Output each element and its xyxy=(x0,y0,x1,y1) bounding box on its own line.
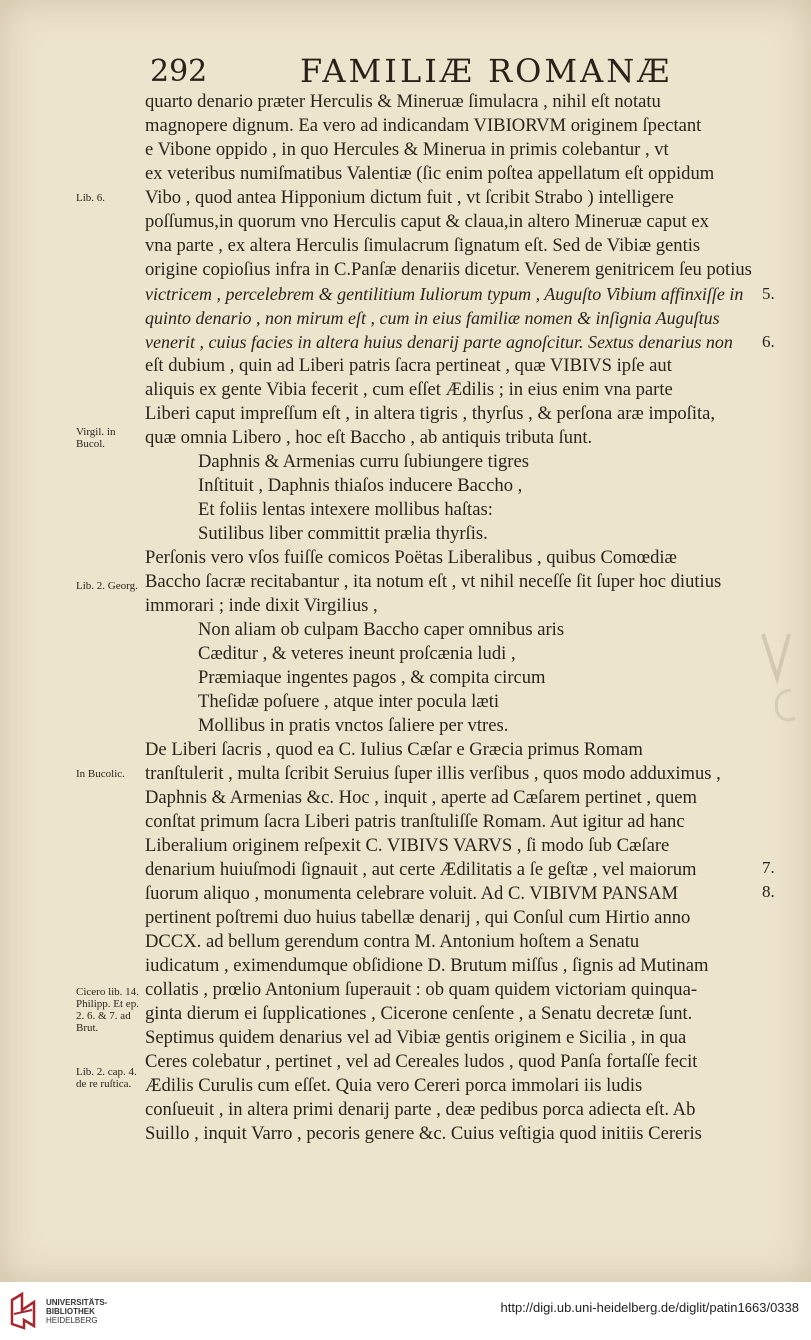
text-line: denarium huiuſmodi ſignauit , aut certe Ædilitatis a ſe geſtæ , vel maiorum xyxy=(145,859,697,880)
footer-bar xyxy=(0,1282,811,1340)
text-line: iudicatum , eximendumque obſidione D. Brutum miſſus , ſignis ad Mutinam xyxy=(145,955,709,976)
verse-line: Non aliam ob culpam Baccho caper omnibus aris xyxy=(198,619,565,640)
text-line: ſuorum aliquo , monumenta celebrare voluit. Ad C. VIBIVM PANSAM xyxy=(145,883,678,904)
running-head: FAMILIÆ ROMANÆ xyxy=(300,52,673,90)
source-url-link[interactable]: http://digi.ub.uni-heidelberg.de/diglit/patin1663/0338 xyxy=(500,1300,799,1315)
verse-line: Et foliis lentas intexere mollibus haſtas: xyxy=(198,499,493,520)
text-line: De Liberi ſacris , quod ea C. Iulius Cæſar e Græcia primus Romam xyxy=(145,739,643,760)
text-line: Daphnis & Armenias &c. Hoc , inquit , aperte ad Cæſarem pertinet , quem xyxy=(145,787,697,808)
text-line: Baccho ſacræ recitabantur , ita notum eſt , vt nihil neceſſe ſit ſuper hoc diutius xyxy=(145,571,722,592)
text-line: ex veteribus numiſmatibus Valentiæ (ſic enim poſtea appellatum eſt oppidum xyxy=(145,163,715,184)
text-line: aliquis ex gente Vibia fecerit , cum eſſet Ædilis ; in eius enim vna parte xyxy=(145,379,673,400)
verse-line: Inſtituit , Daphnis thiaſos inducere Baccho , xyxy=(198,475,523,496)
text-line: origine copioſius infra in C.Panſæ denariis dicetur. Venerem genitricem ſeu potius xyxy=(145,259,752,280)
text-line: ginta dierum ei ſupplicationes , Cicerone cenſente , a Senatu decretæ ſunt. xyxy=(145,1003,693,1024)
text-line: conſueuit , in altera primi denarij parte , deæ pedibus porca adiecta eſt. Ab xyxy=(145,1099,696,1120)
text-line: Perſonis vero vſos fuiſſe comicos Poëtas Liberalibus , quibus Comœdiæ xyxy=(145,547,677,568)
denarius-number: 6. xyxy=(762,332,775,351)
bleed-through-marks xyxy=(755,620,811,730)
margin-note: Lib. 2. cap. 4. de re ruſtica. xyxy=(76,1066,137,1090)
text-line: quinto denario , non mirum eſt , cum in eius familiæ nomen & inſignia Auguſtus xyxy=(145,308,720,328)
library-name-line: BIBLIOTHEK xyxy=(46,1307,95,1316)
bleed-through-shadow xyxy=(755,620,811,730)
text-line: Septimus quidem denarius vel ad Vibiæ gentis originem e Sicilia , in qua xyxy=(145,1027,687,1048)
verse-line: Præmiaque ingentes pagos , & compita circum xyxy=(198,667,546,688)
library-name xyxy=(46,1298,107,1325)
margin-note: Cicero lib. 14. Philipp. Et ep. 2. 6. & 7. ad Brut. xyxy=(76,986,139,1034)
margin-note: Lib. 6. xyxy=(76,192,106,204)
text-line: Liberi caput impreſſum eſt , in altera tigris , thyrſus , & perſona aræ impoſita, xyxy=(145,403,716,424)
denarius-number: 7. xyxy=(762,858,775,877)
text-line: Ædilis Curulis cum eſſet. Quia vero Cereri porca immolari iis ludis xyxy=(145,1075,643,1096)
text-line: Vibo , quod antea Hipponium dictum fuit , vt ſcribit Strabo ) intelligere xyxy=(145,187,674,208)
university-library-logo-icon xyxy=(8,1290,38,1330)
text-line: immorari ; inde dixit Virgilius , xyxy=(145,595,378,616)
page-header xyxy=(150,52,770,92)
text-line: vna parte , ex altera Herculis ſimulacrum ſignatum eſt. Sed de Vibiæ gentis xyxy=(145,235,701,256)
text-line: pertinent poſtremi duo huius tabellæ denarij , qui Conſul cum Hirtio anno xyxy=(145,907,691,928)
margin-note: Lib. 2. Georg. xyxy=(76,580,138,592)
text-line: Suillo , inquit Varro , pecoris genere &c. Cuius veſtigia quod initiis Cereris xyxy=(145,1123,702,1144)
denarius-number: 8. xyxy=(762,882,775,901)
verse-line: Daphnis & Armenias curru ſubiungere tigres xyxy=(198,451,529,472)
text-line: tranſtulerit , multa ſcribit Seruius ſuper illis verſibus , quos modo adduximus , xyxy=(145,763,721,784)
text-line: DCCX. ad bellum gerendum contra M. Antonium hoſtem a Senatu xyxy=(145,931,640,952)
denarius-number: 5. xyxy=(762,284,775,303)
text-line: eſt dubium , quin ad Liberi patris ſacra pertineat , quæ VIBIVS ipſe aut xyxy=(145,355,672,376)
verse-line: Cæditur , & veteres ineunt proſcænia ludi , xyxy=(198,643,516,664)
margin-note: In Bucolic. xyxy=(76,768,125,780)
text-line: victricem , percelebrem & gentilitium Iuliorum typum , Auguſto Vibium affinxiſſe in xyxy=(145,284,744,304)
text-line: e Vibone oppido , in quo Hercules & Minerua in primis colebantur , vt xyxy=(145,139,669,160)
margin-note: Virgil. in Bucol. xyxy=(76,426,116,450)
text-line: conſtat primum ſacra Liberi patris tranſtuliſſe Romam. Aut igitur ad hanc xyxy=(145,811,685,832)
verse-line: Theſidæ poſuere , atque inter pocula læti xyxy=(198,691,500,712)
library-name-line: UNIVERSITÄTS- xyxy=(46,1298,108,1307)
text-line: venerit , cuius facies in altera huius denarij parte agnoſcitur. Sextus denarius non xyxy=(145,332,733,352)
page-number: 292 xyxy=(150,54,208,89)
library-name-line: HEIDELBERG xyxy=(46,1316,98,1325)
text-line: poſſumus,in quorum vno Herculis caput & claua,in altero Mineruæ caput ex xyxy=(145,211,709,232)
verse-line: Sutilibus liber committit prælia thyrſis. xyxy=(198,523,488,544)
text-line: collatis , prœlio Antonium ſuperauit : ob quam quidem victoriam quinqua- xyxy=(145,979,698,1000)
text-line: quarto denario præter Herculis & Mineruæ ſimulacra , nihil eſt notatu xyxy=(145,91,661,112)
verse-line: Mollibus in pratis vnctos ſaliere per vtres. xyxy=(198,715,509,736)
text-line: magnopere dignum. Ea vero ad indicandam VIBIORVM originem ſpectant xyxy=(145,115,702,136)
text-line: quæ omnia Libero , hoc eſt Baccho , ab antiquis tributa ſunt. xyxy=(145,427,593,448)
text-line: Ceres colebatur , pertinet , vel ad Cereales ludos , quod Panſa fortaſſe fecit xyxy=(145,1051,698,1072)
text-line: Liberalium originem reſpexit C. VIBIVS VARVS , ſi modo ſub Cæſare xyxy=(145,835,670,856)
